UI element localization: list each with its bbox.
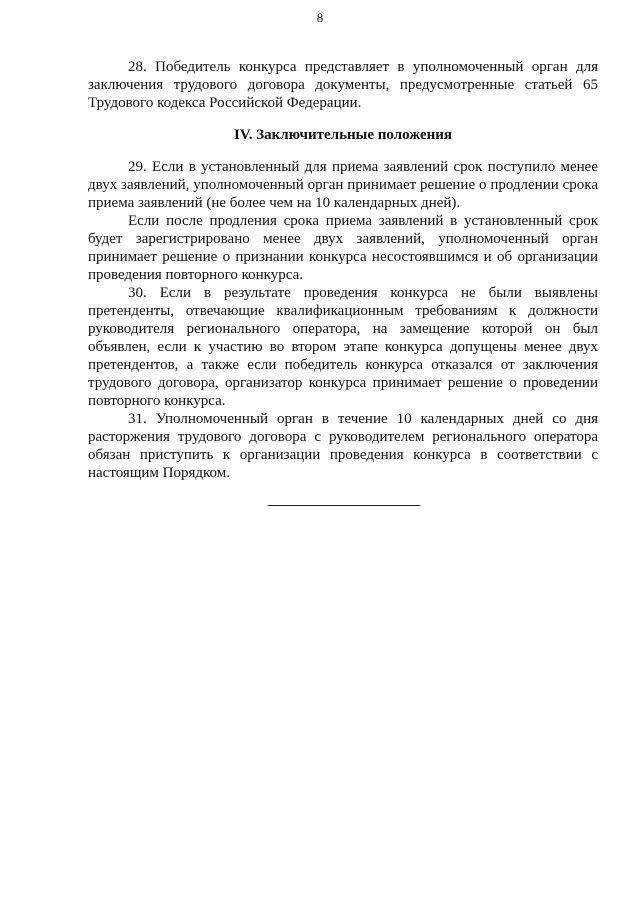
paragraph-29-continued: Если после продления срока приема заявлений в установленный срок будет зарегистрировано менее двух заявлений, уполномоченный орган принимает решение о признании конкурса несостоявшимся и об организации проведения повторного конкурса. bbox=[88, 213, 598, 283]
section-heading: IV. Заключительные положения bbox=[233, 127, 453, 143]
paragraph-28: 28. Победитель конкурса представляет в уполномоченный орган для заключения трудового договора документы, предусмотренные статьей 65 Трудового кодекса Российской Федерации. bbox=[88, 59, 598, 111]
document-body bbox=[88, 58, 598, 482]
end-of-document-rule bbox=[268, 505, 420, 506]
paragraph-29: 29. Если в установленный для приема заявлений срок поступило менее двух заявлений, уполномоченный орган принимает решение о продлении срока приема заявлений (не более чем на 10 календарных дней). bbox=[88, 159, 598, 211]
paragraph-31: 31. Уполномоченный орган в течение 10 календарных дней со дня расторжения трудового договора с руководителем регионального оператора обязан приступить к организации проведения конкурса в соответствии с настоящим Порядком. bbox=[88, 411, 598, 481]
paragraph-30: 30. Если в результате проведения конкурса не были выявлены претенденты, отвечающие квалификационным требованиям к должности руководителя регионального оператора, на замещение которой он был объявлен, если к участию во втором этапе конкурса допущены менее двух претендентов, а также если победитель конкурса отказался от заключения трудового договора, организатор конкурса принимает решение о проведении повторного конкурса. bbox=[88, 285, 598, 409]
page-number: 8 bbox=[316, 10, 324, 25]
